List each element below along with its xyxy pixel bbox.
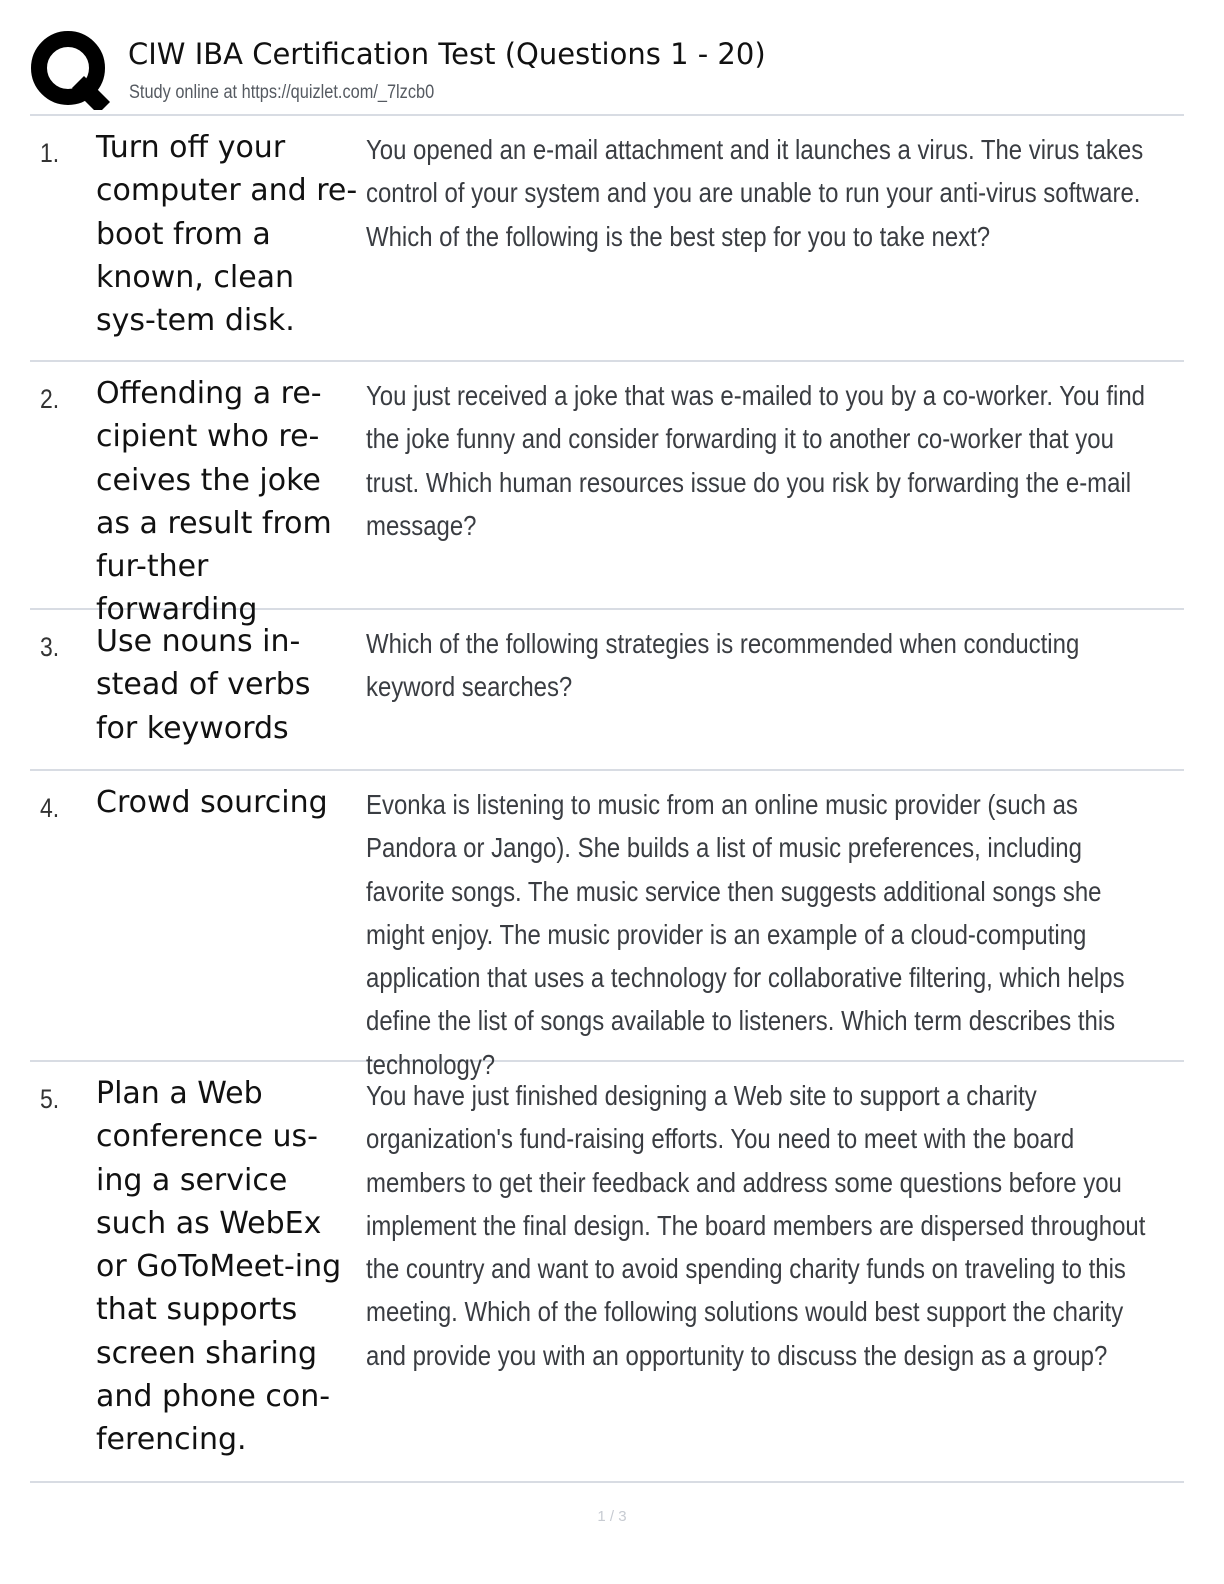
card-definition: You opened an e-mail attachment and it launches a virus. The virus takes control of your system and you are unable to run your anti-virus software. Which of the following is the best step for you to take next? — [366, 134, 1144, 252]
page-number: 1 / 3 — [597, 1508, 627, 1525]
document-title: CIW IBA Certification Test (Questions 1 - 20) — [128, 37, 766, 71]
flashcard-row — [30, 610, 1184, 771]
card-number: 3. — [40, 632, 60, 662]
card-definition: Which of the following strategies is recommended when conducting keyword searches? — [366, 628, 1080, 703]
card-definition: You just received a joke that was e-mailed to you by a co-worker. You find the joke funny and consider forwarding it to another co-worker that you trust. Which human resources issue do you risk by forwarding the e-mail message? — [366, 380, 1145, 541]
flashcard-row — [30, 362, 1184, 628]
card-definition: You have just finished designing a Web site to support a charity organization's fund-raising efforts. You need to meet with the board members to get their feedback and address some questions before you implement the final design. The board members are dispersed throughout the country and want to avoid spending charity funds on traveling to this meeting. Which of the following solutions would best support the charity and provide you with an opportunity to discuss the design as a group? — [366, 1080, 1146, 1371]
page-header — [30, 28, 1184, 116]
card-definition: Evonka is listening to music from an online music provider (such as Pandora or Jango). She builds a list of music preferences, including favorite songs. The music service then suggests additional songs she might enjoy. The music provider is an example of a cloud-computing application that uses a technology for collaborative filtering, which helps define the list of songs available to listeners. Which term describes this technology? — [366, 789, 1125, 1080]
card-term: Offending a re-cipient who re-ceives the joke as a result from fur-ther forwarding — [96, 376, 332, 628]
card-number: 1. — [40, 138, 60, 168]
flashcard-row — [30, 1062, 1184, 1483]
card-number: 2. — [40, 384, 60, 414]
card-number: 4. — [40, 793, 60, 823]
flashcard-list — [30, 116, 1184, 1483]
flashcard-row — [30, 771, 1184, 1080]
flashcard-row — [30, 116, 1184, 362]
card-term: Plan a Web conference us-ing a service such as WebEx or GoToMeet-ing that supports screen sharing and phone con-ferencing. — [96, 1076, 342, 1458]
quizlet-logo-icon — [30, 30, 110, 110]
card-term: Use nouns in-stead of verbs for keywords — [96, 624, 311, 746]
card-term: Turn off your computer and re-boot from a known, clean sys-tem disk. — [96, 130, 358, 339]
study-link-text: Study online at https://quizlet.com/_7lzcb0 — [129, 82, 435, 103]
card-term: Crowd sourcing — [96, 785, 328, 820]
card-number: 5. — [40, 1084, 60, 1114]
